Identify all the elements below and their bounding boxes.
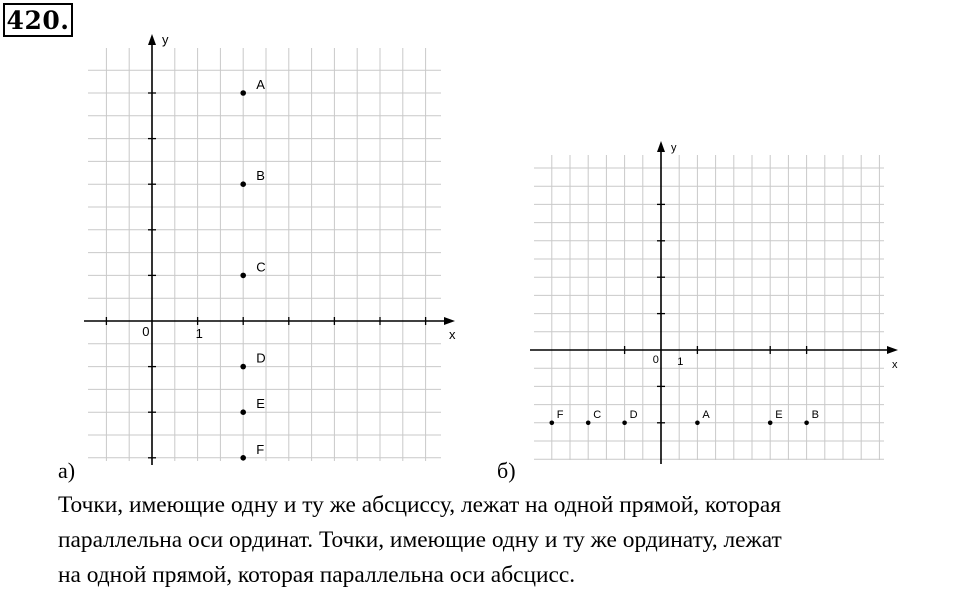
origin-label: 0: [142, 324, 150, 339]
point-F: [240, 455, 246, 461]
answer-text: [58, 488, 958, 593]
x-axis-arrow: [444, 317, 455, 325]
point-E: [240, 409, 246, 415]
answer-line-1: Точки, имеющие одну и ту же абсциссу, лежат на одной прямой, которая: [58, 492, 781, 518]
answer-line-3: на одной прямой, которая параллельна оси абсцисс.: [58, 562, 576, 588]
unit-label: 1: [677, 356, 684, 368]
point-label-A: A: [702, 408, 710, 421]
x-axis-label: x: [892, 359, 898, 371]
x-axis-label: x: [449, 327, 456, 342]
point-label-D: D: [629, 408, 638, 421]
origin-label: 0: [652, 354, 659, 366]
x-axis-arrow: [887, 346, 898, 354]
point-label-D: D: [256, 350, 266, 366]
point-label-C: C: [593, 408, 602, 421]
y-axis-arrow: [148, 34, 156, 45]
point-D: [240, 364, 246, 370]
point-C: [586, 421, 591, 426]
coordinate-plane-a: [84, 32, 456, 465]
point-label-B: B: [811, 408, 819, 421]
coordinate-plane-b: [530, 141, 898, 464]
point-B: [804, 421, 809, 426]
point-label-F: F: [556, 408, 564, 421]
answer-line-2: параллельна оси ординат. Точки, имеющие одну и ту же ординату, лежат: [58, 527, 782, 553]
point-label-F: F: [256, 441, 265, 457]
point-label-E: E: [775, 408, 783, 421]
point-label-C: C: [256, 259, 266, 275]
point-label-A: A: [256, 77, 265, 92]
y-axis-label: y: [671, 142, 677, 154]
point-C: [240, 273, 246, 279]
problem-number: 420.: [3, 3, 73, 37]
point-F: [550, 421, 555, 426]
point-B: [240, 181, 246, 187]
panel-label-b: б): [497, 458, 516, 483]
point-D: [622, 421, 627, 426]
point-A: [240, 90, 246, 96]
unit-label: 1: [195, 326, 203, 341]
point-E: [768, 421, 773, 426]
point-label-E: E: [256, 396, 265, 412]
panel-label-a: а): [58, 458, 76, 483]
point-label-B: B: [256, 168, 265, 184]
y-axis-label: y: [162, 32, 169, 47]
y-axis-arrow: [657, 141, 665, 152]
point-A: [695, 421, 700, 426]
